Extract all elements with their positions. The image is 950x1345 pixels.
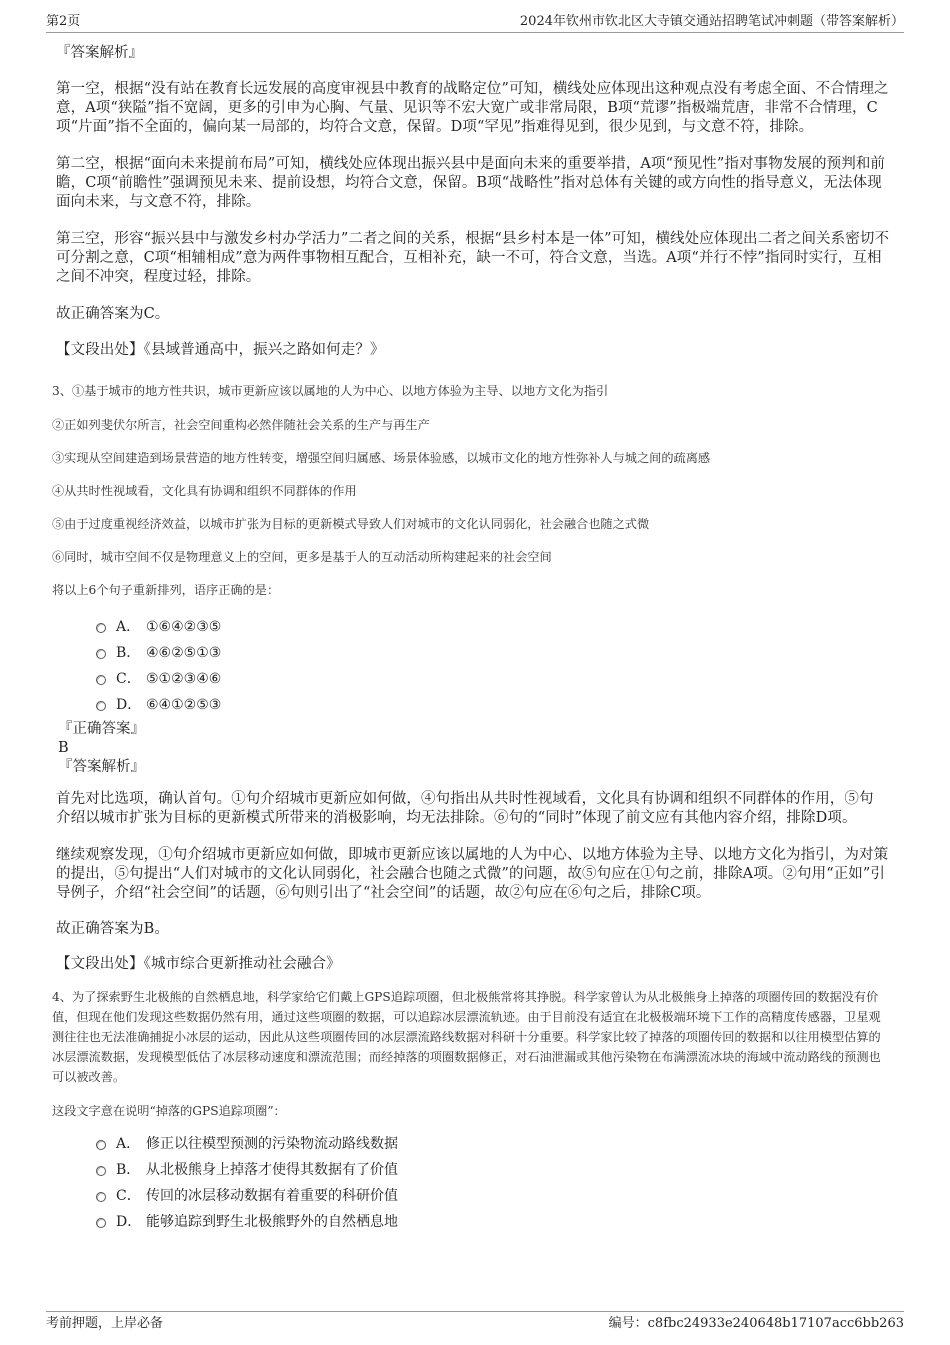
page-content [52,44,896,1235]
option-text: 从北极熊身上掉落才使得其数据有了价值 [146,1162,398,1178]
q3-option-a[interactable]: A． ①⑥④②③⑤ [56,614,896,640]
option-text: 修正以往模型预测的污染物流动路线数据 [146,1136,398,1152]
radio-button-icon[interactable] [96,1166,106,1176]
q4-option-a[interactable]: A． 修正以往模型预测的污染物流动路线数据 [56,1131,896,1157]
q3-answer-label: 『正确答案』 [58,721,145,737]
q3-sentence-1: 3、①基于城市的地方性共识，城市更新应该以属地的人为中心、以地方体验为主导、以地方文化为指引 [52,384,609,398]
radio-button-icon[interactable] [96,649,106,659]
radio-button-icon[interactable] [96,675,106,685]
page-number: 第2页 [46,14,81,29]
q4-options [56,1131,896,1235]
q4-passage: 4、为了探索野生北极熊的自然栖息地，科学家给它们戴上GPS追踪项圈，但北极熊常将其挣脱。科学家曾认为从北极熊身上掉落的项圈传回的数据没有价值，但现在他们发现这些数据仍然有用，通过这些项圈的数据，可以追踪冰层漂流轨迹。由于目前没有适宜在北极极端环境下工作的高精度传感器，卫星观测往往也无法准确捕捉小冰层的运动，因此从这些项圈传回的冰层漂流路线数据对科研十分重要。科学家比较了掉落的项圈传回的数据和以往用模型估算的冰层漂流数据，发现模型低估了冰层移动速度和漂流范围；而经掉落的项圈数据修正，对石油泄漏或其他污染物在布满漂流冰块的海域中流动路线的预测也可以被改善。 [52,990,881,1084]
radio-button-icon[interactable] [96,623,106,633]
q3-options [56,614,896,718]
q2-analysis-label: 『答案解析』 [56,45,143,61]
radio-button-icon[interactable] [96,1192,106,1202]
option-text: 能够追踪到野生北极熊野外的自然栖息地 [146,1214,398,1230]
q3-prompt: 将以上6个句子重新排列，语序正确的是： [52,583,280,597]
page-header [46,12,904,33]
footer-code-label: 编号： [608,1316,648,1331]
document-code: c8fbc24933e240648b17107acc6bb263 [647,1316,904,1331]
option-text: ⑤①②③④⑥ [146,671,222,687]
q3-analysis-p1: 首先对比选项，确认首句。①句介绍城市更新应如何做，④句指出从共时性视域看，文化具有协调和组织不同群体的作用，⑤句介绍以城市扩张为目标的更新模式所带来的消极影响，均无法排除。⑥句的“同时”体现了前文应有其他内容介绍，排除D项。 [56,791,874,826]
q3-answer: B [58,740,69,756]
q2-analysis-p1: 第一空，根据“没有站在教育长远发展的高度审视县中教育的战略定位”可知，横线处应体现出这种观点没有考虑全面、不合情理之意，A项“狭隘”指不宽阔，更多的引申为心胸、气量、见识等不宏大宽广或非常局限，B项“荒谬”指极端荒唐，非常不合情理，C项“片面”指不全面的，偏向某一局部的，均符合文意，保留。D项“罕见”指难得见到，很少见到，与文意不符，排除。 [56,81,889,135]
q3-conclusion: 故正确答案为B。 [56,921,169,937]
q3-analysis-label: 『答案解析』 [58,759,145,775]
option-text: 传回的冰层移动数据有着重要的科研价值 [146,1188,398,1204]
q2-analysis-p2: 第二空，根据“面向未来提前布局”可知，横线处应体现出振兴县中是面向未来的重要举措，A项“预见性”指对事物发展的预判和前瞻，C项“前瞻性”强调预见未来、提前设想，均符合文意，保留。B项“战略性”指对总体有关键的或方向性的指导意义，无法体现面向未来，与文意不符，排除。 [56,156,886,210]
footer-slogan: 考前押题，上岸必备 [46,1316,164,1331]
option-text: ①⑥④②③⑤ [146,619,222,635]
radio-button-icon[interactable] [96,701,106,711]
q4-option-b[interactable]: B． 从北极熊身上掉落才使得其数据有了价值 [56,1157,896,1183]
document-title: 2024年钦州市钦北区大寺镇交通站招聘笔试冲刺题（带答案解析） [519,14,904,29]
option-text: ⑥④①②⑤③ [146,697,222,713]
option-text: ④⑥②⑤①③ [146,645,222,661]
footer-code-line [609,1314,904,1334]
q4-option-d[interactable]: D． 能够追踪到野生北极熊野外的自然栖息地 [56,1209,896,1235]
q3-sentence-5: ⑤由于过度重视经济效益，以城市扩张为目标的更新模式导致人们对城市的文化认同弱化，社会融合也随之式微 [52,517,650,531]
q3-option-b[interactable]: B． ④⑥②⑤①③ [56,640,896,666]
q3-sentence-2: ②正如列斐伏尔所言，社会空间重构必然伴随社会关系的生产与再生产 [52,418,430,432]
q3-sentence-3: ③实现从空间建造到场景营造的地方性转变，增强空间归属感、场景体验感，以城市文化的地方性弥补人与城之间的疏离感 [52,451,711,465]
q2-conclusion: 故正确答案为C。 [56,306,170,322]
q3-source: 【文段出处】《城市综合更新推动社会融合》 [56,956,341,972]
q4-prompt: 这段文字意在说明“掉落的GPS追踪项圈”： [52,1104,286,1118]
q3-analysis-p2: 继续观察发现，①句介绍城市更新应如何做，即城市更新应该以属地的人为中心、以地方体验为主导、以地方文化为指引，为对策的提出，⑤句提出“人们对城市的文化认同弱化，社会融合也随之式微”的问题，故⑤句应在①句之前，排除A项。②句用“正如”引导例子，介绍“社会空间”的话题，⑥句则引出了“社会空间”的话题，故②句应在⑥句之后，排除C项。 [56,847,889,901]
q4-option-c[interactable]: C． 传回的冰层移动数据有着重要的科研价值 [56,1183,896,1209]
radio-button-icon[interactable] [96,1218,106,1228]
q3-option-c[interactable]: C． ⑤①②③④⑥ [56,666,896,692]
q2-source: 【文段出处】《县域普通高中，振兴之路如何走？》 [56,342,385,358]
q3-sentence-4: ④从共时性视域看，文化具有协调和组织不同群体的作用 [52,484,357,498]
radio-button-icon[interactable] [96,1140,106,1150]
q3-option-d[interactable]: D． ⑥④①②⑤③ [56,692,896,718]
page-footer [46,1311,904,1334]
q3-sentence-6: ⑥同时，城市空间不仅是物理意义上的空间，更多是基于人的互动活动所构建起来的社会空间 [52,550,552,564]
q2-analysis-p3: 第三空，形容“振兴县中与激发乡村办学活力”二者之间的关系，根据“县乡村本是一体”可知，横线处应体现出二者之间关系密切不可分割之意，C项“相辅相成”意为两件事物相互配合，互相补充，缺一不可，符合文意，当选。A项“并行不悖”指同时实行，互相之间不冲突，程度过轻，排除。 [56,231,890,285]
